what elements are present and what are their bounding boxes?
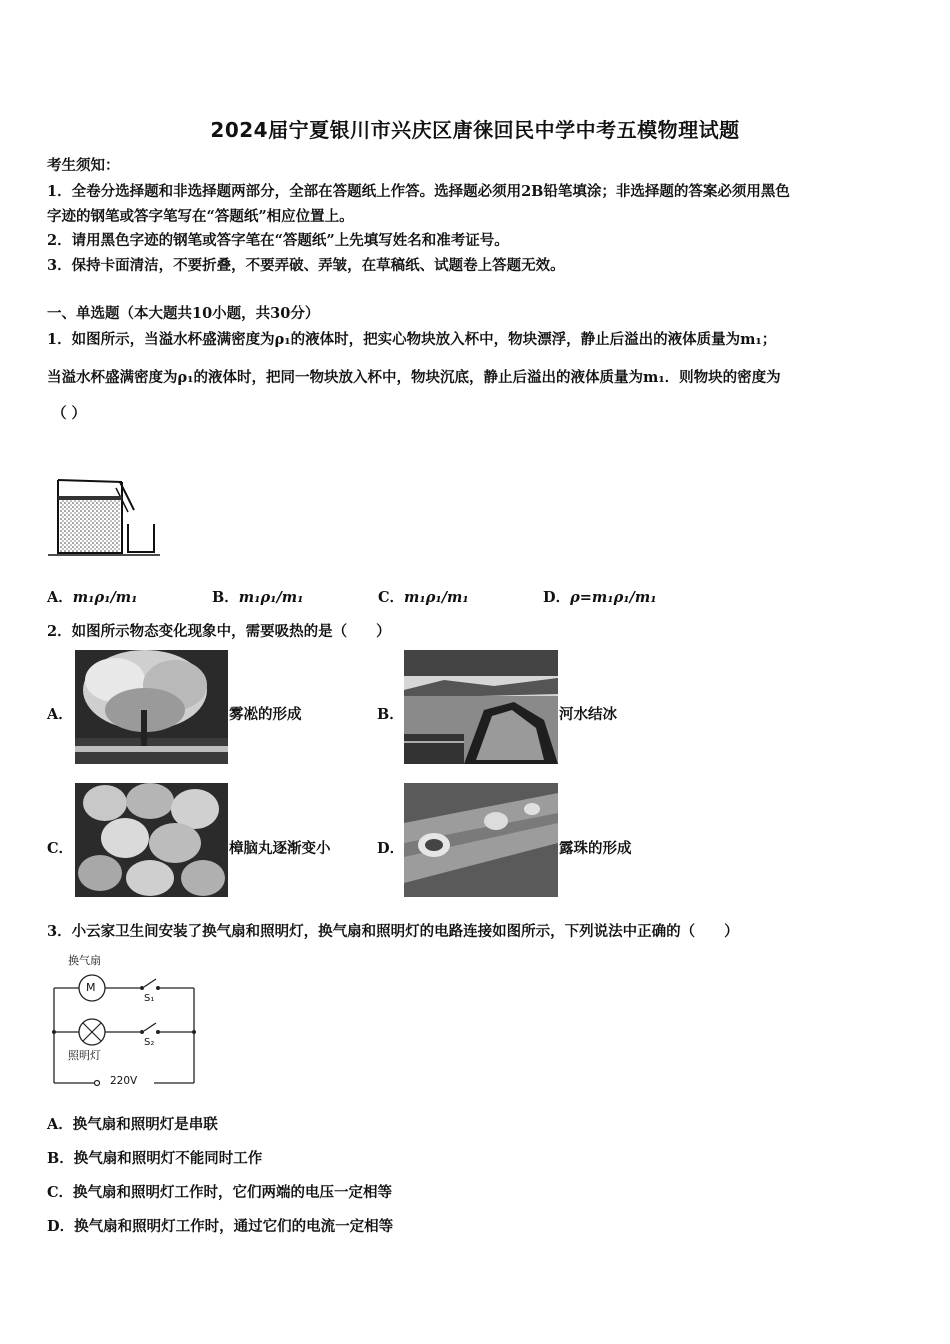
q2-caption-d: 露珠的形成 xyxy=(559,840,632,857)
q3-option-d[interactable]: D．换气扇和照明灯工作时，通过它们的电流一定相等 xyxy=(47,1218,394,1235)
circuit-diagram xyxy=(48,950,208,1090)
q1-option-letter: B． xyxy=(212,589,239,606)
q1-option-letter: C． xyxy=(378,589,405,606)
question-3-stem: 3．小云家卫生间安装了换气扇和照明灯，换气扇和照明灯的电路连接如图所示，下列说法中正确的（ ） xyxy=(47,923,739,940)
switch-s1-label: S₁ xyxy=(144,993,155,1004)
voltage-label: 220V xyxy=(110,1075,138,1087)
q2-option-letter[interactable]: C． xyxy=(47,840,74,857)
notice-line: 1．全卷分选择题和非选择题两部分，全部在答题纸上作答。选择题必须用2B铅笔填涂；非选择题的答案必须用黑色 xyxy=(47,183,790,200)
q3-option-b[interactable]: B．换气扇和照明灯不能同时工作 xyxy=(47,1150,263,1167)
q1-option-d[interactable] xyxy=(543,586,657,607)
question-1-line: 当溢水杯盛满密度为ρ₁的液体时，把同一物块放入杯中，物块沉底，静止后溢出的液体质量为m₁．则物块的密度为 xyxy=(47,369,781,386)
q1-option-expr: m₁ρ₁/m₁ xyxy=(238,589,304,606)
motor-symbol: M xyxy=(86,981,96,994)
q2-option-letter[interactable]: B． xyxy=(377,706,404,723)
river-ice-photo xyxy=(404,650,558,764)
lamp-label: 照明灯 xyxy=(68,1049,101,1062)
q1-option-expr: m₁ρ₁/m₁ xyxy=(72,589,138,606)
switch-s2-label: S₂ xyxy=(144,1037,155,1048)
notice-heading: 考生须知： xyxy=(47,157,120,174)
q1-option-c[interactable] xyxy=(378,586,469,607)
section-heading: 一、单选题（本大题共10小题，共30分） xyxy=(47,305,320,322)
question-1-blank: （ ） xyxy=(52,405,87,422)
q2-option-letter[interactable]: A． xyxy=(47,706,73,723)
notice-line: 字迹的钢笔或答字笔写在“答题纸”相应位置上。 xyxy=(47,208,354,225)
q1-option-b[interactable] xyxy=(212,586,303,607)
rime-photo xyxy=(75,650,228,764)
question-2-stem: 2．如图所示物态变化现象中，需要吸热的是（ ） xyxy=(47,623,391,640)
q3-option-a[interactable]: A．换气扇和照明灯是串联 xyxy=(47,1116,218,1133)
q1-option-a[interactable] xyxy=(47,586,137,607)
q2-caption-c: 樟脑丸逐渐变小 xyxy=(229,840,331,857)
q3-option-c[interactable]: C．换气扇和照明灯工作时，它们两端的电压一定相等 xyxy=(47,1184,393,1201)
fan-label: 换气扇 xyxy=(68,954,101,967)
q1-option-expr: m₁ρ₁/m₁ xyxy=(404,589,469,606)
notice-line: 3．保持卡面清洁，不要折叠，不要弄破、弄皱，在草稿纸、试题卷上答题无效。 xyxy=(47,257,565,274)
question-1-line: 1．如图所示，当溢水杯盛满密度为ρ₁的液体时，把实心物块放入杯中，物块漂浮，静止后溢出的液体质量为m₁； xyxy=(47,331,777,348)
dew-photo xyxy=(404,783,558,897)
q2-option-letter[interactable]: D． xyxy=(377,840,405,857)
q1-option-letter: A． xyxy=(47,589,73,606)
overflow-cup-figure xyxy=(48,474,160,558)
page-title: 2024届宁夏银川市兴庆区唐徕回民中学中考五模物理试题 xyxy=(210,118,740,142)
notice-line: 2．请用黑色字迹的钢笔或答字笔在“答题纸”上先填写姓名和准考证号。 xyxy=(47,232,509,249)
q1-option-letter: D． xyxy=(543,589,571,606)
q1-option-expr: ρ=m₁ρ₁/m₁ xyxy=(570,589,657,606)
q2-caption-b: 河水结冰 xyxy=(559,706,617,723)
mothballs-photo xyxy=(75,783,228,897)
q2-caption-a: 雾凇的形成 xyxy=(229,706,302,723)
